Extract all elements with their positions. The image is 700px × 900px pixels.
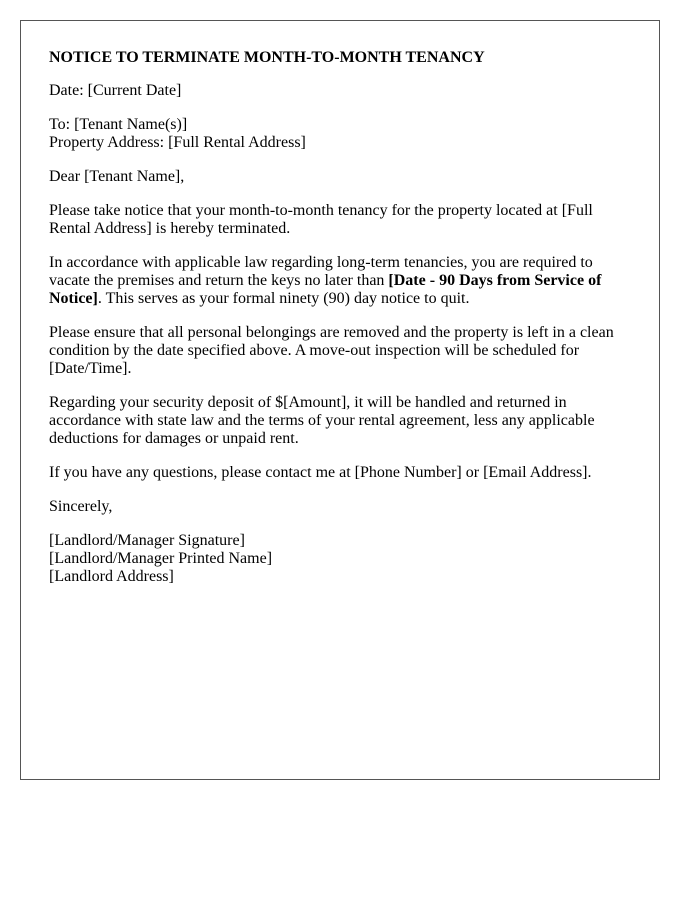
vacate-paragraph (49, 254, 631, 308)
property-address-line: Property Address: [Full Rental Address] (49, 134, 306, 151)
vacate-text-after: . This serves as your formal ninety (90) day notice to quit. (97, 290, 470, 307)
termination-paragraph: Please take notice that your month-to-month tenancy for the property located at [Full Rental Address] is hereby terminated. (49, 202, 593, 237)
deposit-paragraph: Regarding your security deposit of $[Amount], it will be handled and returned in accordance with state law and the terms of your rental agreement, less any applicable deductions for damages or unpaid rent. (49, 394, 595, 447)
contact-paragraph: If you have any questions, please contact me at [Phone Number] or [Email Address]. (49, 464, 592, 481)
recipient-block (49, 116, 631, 152)
salutation: Dear [Tenant Name], (49, 168, 185, 185)
belongings-paragraph: Please ensure that all personal belongings are removed and the property is left in a clean condition by the date specified above. A move-out inspection will be scheduled for [Date/Time]. (49, 324, 614, 377)
closing: Sincerely, (49, 498, 113, 515)
date-line: Date: [Current Date] (49, 82, 182, 99)
signature-block (49, 532, 631, 586)
printed-name-line: [Landlord/Manager Printed Name] (49, 550, 273, 567)
vacate-text-before: In accordance with applicable law regarding long-term tenancies, you are required to vacate the premises and return the keys no later than (49, 254, 593, 289)
vacate-deadline: [Date - 90 Days from Service of Notice] (49, 272, 602, 307)
notice-title: NOTICE TO TERMINATE MONTH-TO-MONTH TENANCY (49, 49, 485, 66)
landlord-address-line: [Landlord Address] (49, 568, 174, 585)
notice-document (20, 20, 660, 780)
to-line: To: [Tenant Name(s)] (49, 116, 188, 133)
signature-line: [Landlord/Manager Signature] (49, 532, 245, 549)
